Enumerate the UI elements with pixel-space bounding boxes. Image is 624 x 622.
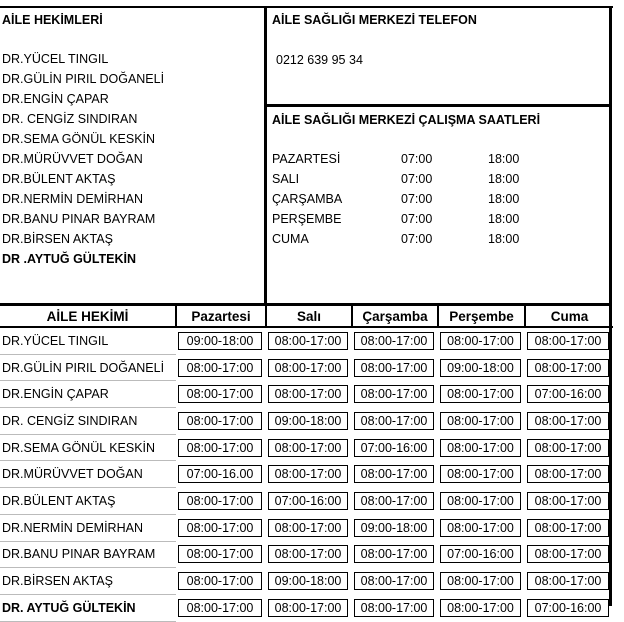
hours-open: 07:00 xyxy=(401,232,433,246)
doctor-list-item: DR.YÜCEL TINGIL xyxy=(2,52,109,66)
schedule-cell xyxy=(525,541,613,568)
schedule-cell xyxy=(352,327,438,354)
schedule-time: 09:00-18:00 xyxy=(268,572,348,590)
schedule-time: 08:00-17:00 xyxy=(440,465,521,483)
schedule-cell xyxy=(176,514,266,541)
schedule-time: 08:00-17:00 xyxy=(268,439,348,457)
schedule-time: 08:00-17:00 xyxy=(440,572,521,590)
hours-close: 18:00 xyxy=(488,152,520,166)
schedule-header-day: Çarşamba xyxy=(352,306,438,327)
schedule-header-day: Salı xyxy=(266,306,352,327)
hours-open: 07:00 xyxy=(401,152,433,166)
doctor-list-item: DR.BANU PINAR BAYRAM xyxy=(2,212,156,226)
schedule-time: 08:00-17:00 xyxy=(354,599,434,617)
schedule-header-row xyxy=(0,306,613,327)
schedule-cell xyxy=(352,434,438,461)
hours-day: PERŞEMBE xyxy=(272,212,342,226)
schedule-time: 08:00-17:00 xyxy=(178,385,262,403)
schedule-time: 08:00-17:00 xyxy=(268,599,348,617)
schedule-cell xyxy=(176,434,266,461)
schedule-time: 08:00-17:00 xyxy=(268,545,348,563)
schedule-time: 08:00-17:00 xyxy=(178,412,262,430)
schedule-cell xyxy=(352,514,438,541)
hours-close: 18:00 xyxy=(488,212,520,226)
table-row xyxy=(0,408,613,435)
schedule-time: 09:00-18:00 xyxy=(178,332,262,350)
table-row xyxy=(0,381,613,408)
schedule-time: 08:00-17:00 xyxy=(268,332,348,350)
schedule-cell xyxy=(438,541,525,568)
schedule-cell xyxy=(438,354,525,381)
schedule-cell xyxy=(438,327,525,354)
schedule-cell xyxy=(176,541,266,568)
schedule-cell xyxy=(176,408,266,435)
schedule-cell xyxy=(266,434,352,461)
schedule-time: 08:00-17:00 xyxy=(354,412,434,430)
schedule-cell xyxy=(438,461,525,488)
schedule-cell xyxy=(176,488,266,515)
table-row xyxy=(0,434,613,461)
schedule-time: 08:00-17:00 xyxy=(527,572,609,590)
schedule-doctor-name: DR.BÜLENT AKTAŞ xyxy=(0,488,176,515)
schedule-cell xyxy=(266,488,352,515)
table-row xyxy=(0,488,613,515)
schedule-doctor-name: DR.NERMİN DEMİRHAN xyxy=(0,514,176,541)
schedule-cell xyxy=(438,568,525,595)
schedule-time: 08:00-17:00 xyxy=(268,359,348,377)
schedule-time: 08:00-17:00 xyxy=(527,492,609,510)
hours-open: 07:00 xyxy=(401,172,433,186)
schedule-time: 08:00-17:00 xyxy=(527,359,609,377)
schedule-time: 07:00-16:00 xyxy=(354,439,434,457)
schedule-time: 07:00-16:00 xyxy=(440,545,521,563)
table-row xyxy=(0,354,613,381)
schedule-time: 08:00-17:00 xyxy=(527,332,609,350)
schedule-cell xyxy=(438,381,525,408)
hours-panel-title: AİLE SAĞLIĞI MERKEZİ ÇALIŞMA SAATLERİ xyxy=(272,113,541,127)
hours-row xyxy=(272,232,602,252)
schedule-time: 08:00-17:00 xyxy=(268,519,348,537)
schedule-cell xyxy=(525,594,613,621)
doctor-list-item: DR.BİRSEN AKTAŞ xyxy=(2,232,113,246)
schedule-time: 08:00-17:00 xyxy=(178,599,262,617)
hours-row xyxy=(272,172,602,192)
schedule-time: 07:00-16.00 xyxy=(178,465,262,483)
schedule-cell xyxy=(352,488,438,515)
schedule-time: 09:00-18:00 xyxy=(440,359,521,377)
doctor-list-item: DR.BÜLENT AKTAŞ xyxy=(2,172,116,186)
phone-hours-divider xyxy=(264,104,612,107)
schedule-cell xyxy=(176,354,266,381)
schedule-time: 08:00-17:00 xyxy=(178,492,262,510)
schedule-cell xyxy=(266,568,352,595)
schedule-time: 08:00-17:00 xyxy=(354,492,434,510)
schedule-cell xyxy=(176,568,266,595)
hours-close: 18:00 xyxy=(488,232,520,246)
schedule-time: 07:00-16:00 xyxy=(527,599,609,617)
hours-list xyxy=(272,152,602,252)
schedule-time: 09:00-18:00 xyxy=(268,412,348,430)
schedule-cell xyxy=(176,594,266,621)
schedule-time: 09:00-18:00 xyxy=(354,519,434,537)
schedule-cell xyxy=(266,514,352,541)
schedule-cell xyxy=(266,541,352,568)
schedule-doctor-name: DR. CENGİZ SINDIRAN xyxy=(0,408,176,435)
schedule-cell xyxy=(438,488,525,515)
schedule-time: 08:00-17:00 xyxy=(440,385,521,403)
schedule-cell xyxy=(525,354,613,381)
schedule-doctor-name: DR. AYTUĞ GÜLTEKİN xyxy=(0,594,176,621)
hours-open: 07:00 xyxy=(401,212,433,226)
schedule-time: 08:00-17:00 xyxy=(527,545,609,563)
schedule-time: 08:00-17:00 xyxy=(354,359,434,377)
phone-panel-title: AİLE SAĞLIĞI MERKEZİ TELEFON xyxy=(272,13,477,27)
schedule-cell xyxy=(176,461,266,488)
schedule-doctor-name: DR.BİRSEN AKTAŞ xyxy=(0,568,176,595)
schedule-cell xyxy=(352,594,438,621)
table-row xyxy=(0,461,613,488)
doctor-list-item: DR.ENGİN ÇAPAR xyxy=(2,92,109,106)
hours-day: SALI xyxy=(272,172,300,186)
schedule-cell xyxy=(525,434,613,461)
table-row xyxy=(0,568,613,595)
schedule-header-day: Cuma xyxy=(525,306,613,327)
schedule-time: 08:00-17:00 xyxy=(440,439,521,457)
schedule-time: 08:00-17:00 xyxy=(527,412,609,430)
hours-close: 18:00 xyxy=(488,172,520,186)
schedule-cell xyxy=(176,327,266,354)
doctor-list-item: DR.GÜLİN PIRIL DOĞANELİ xyxy=(2,72,165,86)
schedule-doctor-name: DR.ENGİN ÇAPAR xyxy=(0,381,176,408)
schedule-cell xyxy=(525,514,613,541)
table-row xyxy=(0,594,613,621)
schedule-header-day: Perşembe xyxy=(438,306,525,327)
schedule-cell xyxy=(352,461,438,488)
schedule-cell xyxy=(438,514,525,541)
schedule-cell xyxy=(352,541,438,568)
schedule-doctor-name: DR.SEMA GÖNÜL KESKİN xyxy=(0,434,176,461)
schedule-cell xyxy=(266,327,352,354)
schedule-cell xyxy=(438,408,525,435)
phone-number: 0212 639 95 34 xyxy=(276,53,363,67)
doctor-list xyxy=(2,52,262,272)
schedule-time: 08:00-17:00 xyxy=(354,572,434,590)
schedule-cell xyxy=(438,594,525,621)
schedule-time: 08:00-17:00 xyxy=(527,465,609,483)
schedule-time: 08:00-17:00 xyxy=(440,599,521,617)
doctor-list-item: DR.NERMİN DEMİRHAN xyxy=(2,192,143,206)
schedule-time: 08:00-17:00 xyxy=(268,385,348,403)
doctor-list-item: DR. CENGİZ SINDIRAN xyxy=(2,112,138,126)
doctor-list-item: DR .AYTUĞ GÜLTEKİN xyxy=(2,252,137,266)
schedule-doctor-name: DR.GÜLİN PIRIL DOĞANELİ xyxy=(0,354,176,381)
schedule-cell xyxy=(525,408,613,435)
schedule-time: 08:00-17:00 xyxy=(354,465,434,483)
doctor-list-item: DR.MÜRÜVVET DOĞAN xyxy=(2,152,143,166)
table-row xyxy=(0,514,613,541)
table-row xyxy=(0,327,613,354)
schedule-time: 08:00-17:00 xyxy=(354,545,434,563)
schedule-time: 08:00-17:00 xyxy=(178,545,262,563)
schedule-header-day: Pazartesi xyxy=(176,306,266,327)
schedule-cell xyxy=(438,434,525,461)
schedule-time: 08:00-17:00 xyxy=(178,572,262,590)
schedule-time: 08:00-17:00 xyxy=(440,332,521,350)
schedule-cell xyxy=(266,461,352,488)
schedule-time: 08:00-17:00 xyxy=(527,439,609,457)
schedule-cell xyxy=(352,568,438,595)
schedule-cell xyxy=(352,408,438,435)
doctors-panel-title: AİLE HEKİMLERİ xyxy=(2,13,103,27)
schedule-cell xyxy=(525,488,613,515)
hours-row xyxy=(272,152,602,172)
schedule-time: 08:00-17:00 xyxy=(178,359,262,377)
table-row xyxy=(0,541,613,568)
hours-day: PAZARTESİ xyxy=(272,152,341,166)
schedule-time: 08:00-17:00 xyxy=(440,519,521,537)
schedule-time: 07:00-16:00 xyxy=(527,385,609,403)
schedule-cell xyxy=(525,461,613,488)
schedule-time: 08:00-17:00 xyxy=(527,519,609,537)
schedule-doctor-name: DR.YÜCEL TINGIL xyxy=(0,327,176,354)
schedule-cell xyxy=(352,381,438,408)
schedule-time: 08:00-17:00 xyxy=(440,492,521,510)
doctor-list-item: DR.SEMA GÖNÜL KESKİN xyxy=(2,132,156,146)
schedule-doctor-name: DR.BANU PINAR BAYRAM xyxy=(0,541,176,568)
schedule-header-doctor: AİLE HEKİMİ xyxy=(0,306,176,327)
schedule-cell xyxy=(266,381,352,408)
hours-open: 07:00 xyxy=(401,192,433,206)
hours-day: CUMA xyxy=(272,232,309,246)
schedule-time: 07:00-16:00 xyxy=(268,492,348,510)
top-border xyxy=(0,6,613,8)
schedule-time: 08:00-17:00 xyxy=(268,465,348,483)
hours-day: ÇARŞAMBA xyxy=(272,192,343,206)
schedule-time: 08:00-17:00 xyxy=(178,439,262,457)
hours-row xyxy=(272,212,602,232)
schedule-doctor-name: DR.MÜRÜVVET DOĞAN xyxy=(0,461,176,488)
schedule-cell xyxy=(352,354,438,381)
schedule-cell xyxy=(266,594,352,621)
schedule-cell xyxy=(525,381,613,408)
schedule-cell xyxy=(176,381,266,408)
schedule-cell xyxy=(525,568,613,595)
schedule-cell xyxy=(266,354,352,381)
schedule-time: 08:00-17:00 xyxy=(178,519,262,537)
left-panel-divider xyxy=(264,6,267,306)
schedule-cell xyxy=(266,408,352,435)
schedule-cell xyxy=(525,327,613,354)
hours-close: 18:00 xyxy=(488,192,520,206)
schedule-time: 08:00-17:00 xyxy=(354,332,434,350)
schedule-table xyxy=(0,306,613,622)
hours-row xyxy=(272,192,602,212)
schedule-time: 08:00-17:00 xyxy=(354,385,434,403)
schedule-time: 08:00-17:00 xyxy=(440,412,521,430)
